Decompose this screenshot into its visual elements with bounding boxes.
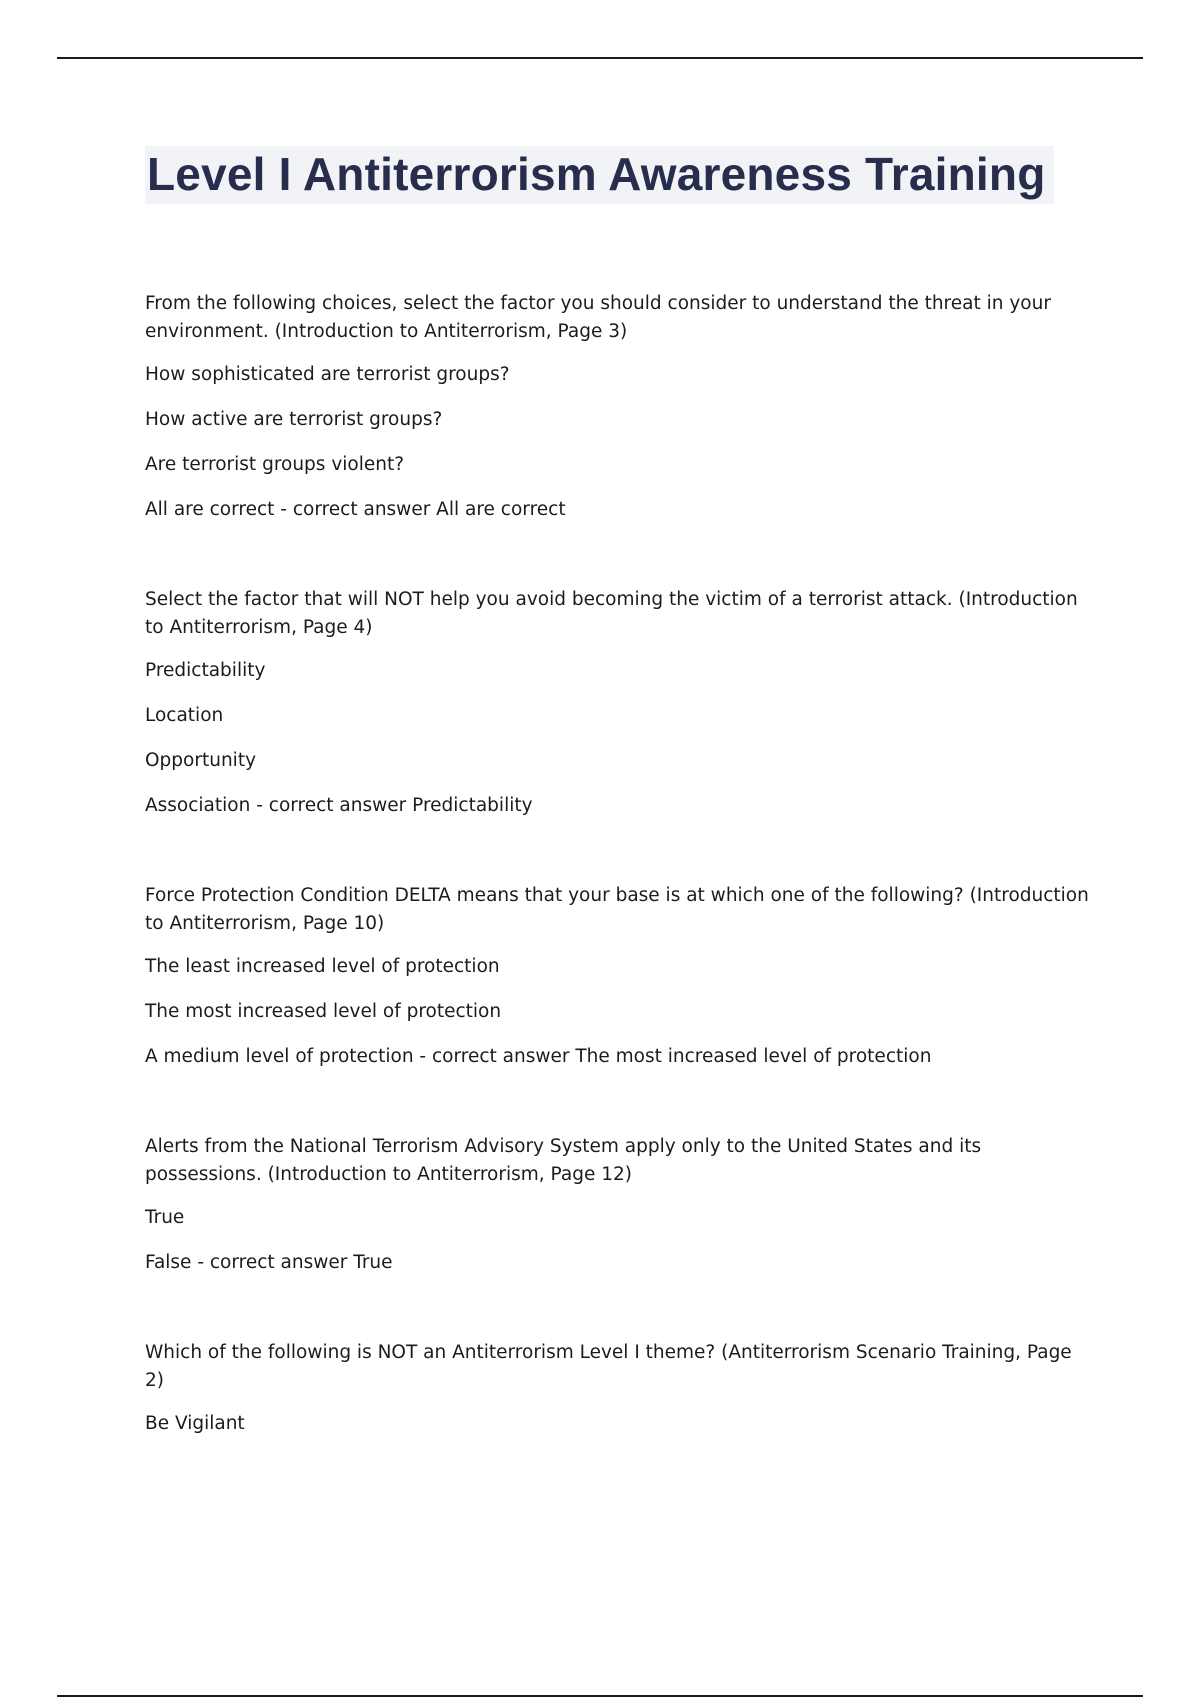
answer-option: Predictability	[145, 660, 266, 681]
question-text: Select the factor that will NOT help you avoid becoming the victim of a terrorist attack. (Introduction to Antiterrorism, Page 4)	[145, 589, 1078, 638]
answer-option: How sophisticated are terrorist groups?	[145, 364, 510, 385]
answer-option: Be Vigilant	[145, 1413, 245, 1434]
answer-option: How active are terrorist groups?	[145, 409, 443, 430]
answer-option: True	[145, 1207, 185, 1228]
answer-option: Association - correct answer Predictability	[145, 795, 533, 816]
question-block	[145, 1339, 1090, 1438]
answer-option: The most increased level of protection	[145, 1001, 502, 1022]
question-block	[145, 290, 1090, 524]
document-title: Level I Antiterrorism Awareness Training	[145, 146, 1054, 204]
answer-option: False - correct answer True	[145, 1252, 393, 1273]
header-rule	[57, 57, 1143, 59]
answer-option: All are correct - correct answer All are correct	[145, 499, 566, 520]
question-block	[145, 586, 1090, 820]
answer-option: The least increased level of protection	[145, 956, 500, 977]
answer-option: Location	[145, 705, 224, 726]
answer-option: Are terrorist groups violent?	[145, 454, 405, 475]
question-text: Force Protection Condition DELTA means that your base is at which one of the following? (Introduction to Antiterrorism, Page 10)	[145, 885, 1089, 934]
question-block	[145, 1133, 1090, 1277]
answer-option: Opportunity	[145, 750, 257, 771]
question-text: Which of the following is NOT an Antiterrorism Level I theme? (Antiterrorism Scenario Training, Page 2)	[145, 1342, 1072, 1391]
question-text: Alerts from the National Terrorism Advisory System apply only to the United States and its possessions. (Introduction to Antiterrorism, Page 12)	[145, 1136, 982, 1185]
question-list	[145, 290, 1090, 1438]
answer-option: A medium level of protection - correct answer The most increased level of protection	[145, 1046, 932, 1067]
question-block	[145, 882, 1090, 1071]
question-text: From the following choices, select the factor you should consider to understand the threat in your environment. (Introduction to Antiterrorism, Page 3)	[145, 293, 1051, 342]
footer-rule	[57, 1695, 1143, 1697]
document-body	[145, 146, 1090, 1500]
